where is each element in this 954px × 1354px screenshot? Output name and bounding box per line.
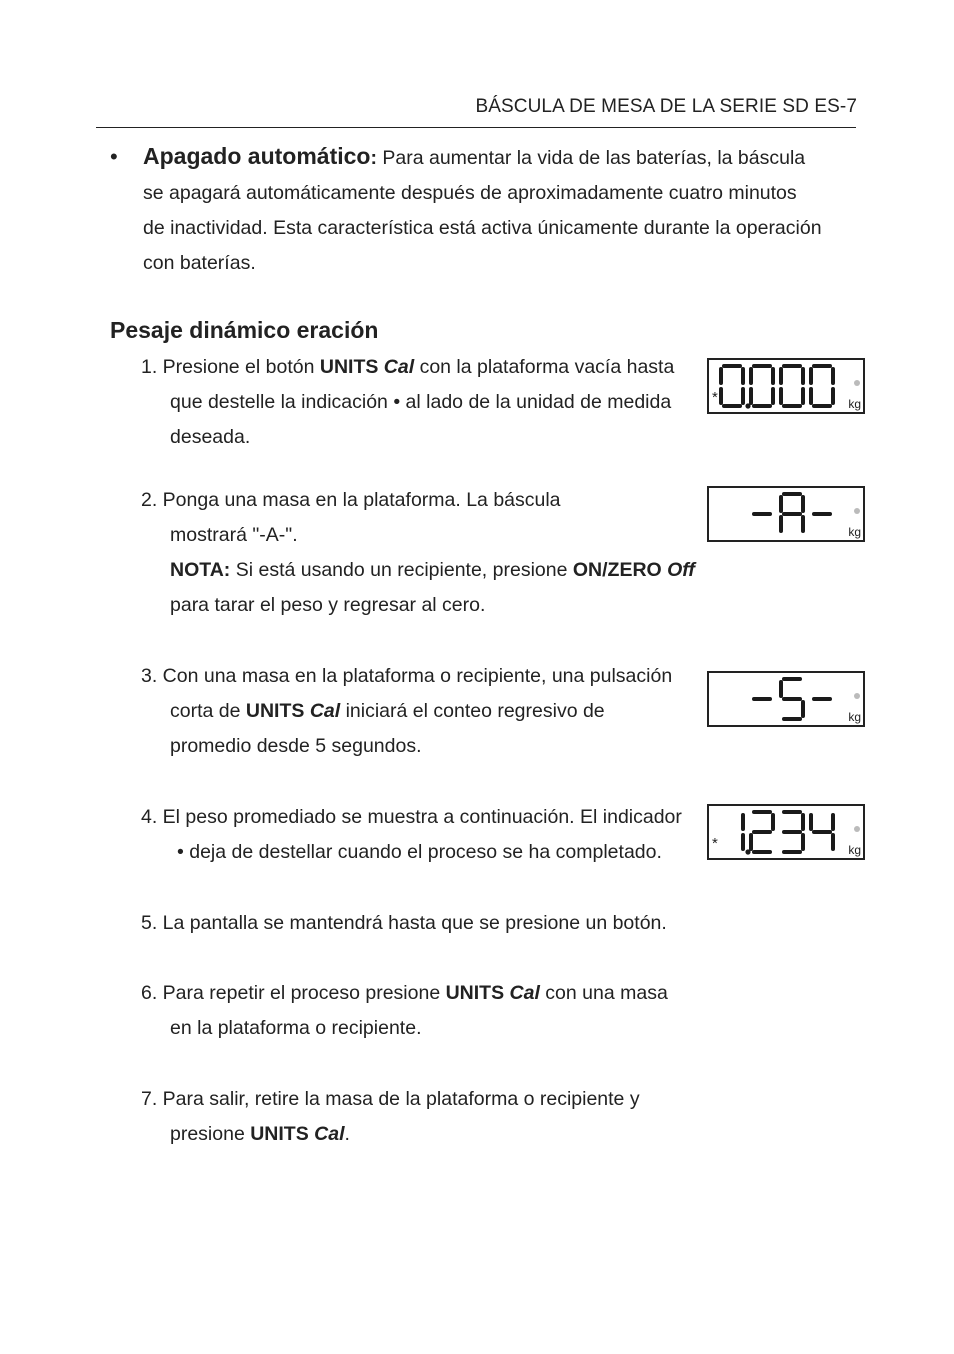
unit-label: kg <box>848 843 861 857</box>
lcd-digits <box>709 673 863 725</box>
on-zero-key-label: ON/ZERO <box>572 559 662 581</box>
step-2: 2. Ponga una masa en la plataforma. La báscula mostrará "-A-". NOTA: Si está usando un recipiente, presione ON/ZERO Off para tarar el peso y regresar al cero. <box>141 489 695 616</box>
auto-off-paragraph: Apagado automático: Para aumentar la vida de las baterías, la báscula se apagará automáticamente después de aproximadamente cuatro minutos de inactividad. Esta característica está activa únicamente durante la operación con baterías. <box>143 143 822 274</box>
unit-label: kg <box>848 525 861 539</box>
step-4: 4. El peso promediado se muestra a continuación. El indicador • deja de destellar cuando el proceso se ha completado. <box>141 806 682 863</box>
section-title: Pesaje dinámico eración <box>110 317 379 343</box>
cal-key-label: Cal <box>383 356 415 378</box>
off-key-label: Off <box>667 559 695 581</box>
units-key-label: UNITS <box>319 356 379 378</box>
unit-indicator-dot-icon <box>854 826 860 832</box>
unit-indicator-dot-icon <box>854 693 860 699</box>
stable-asterisk-icon: * <box>712 835 718 852</box>
lcd-display-countdown <box>707 671 865 727</box>
lcd-display-a <box>707 486 865 542</box>
step-6: 6. Para repetir el proceso presione UNITS Cal con una masa en la plataforma o recipiente. <box>141 982 668 1039</box>
step-3: 3. Con una masa en la plataforma o recipiente, una pulsación corta de UNITS Cal iniciará el conteo regresivo de promedio desde 5 segundos. <box>141 665 673 757</box>
bullet-marker: • <box>110 144 118 169</box>
unit-label: kg <box>848 397 861 411</box>
lcd-digits <box>709 806 863 858</box>
unit-label: kg <box>848 710 861 724</box>
step-7: 7. Para salir, retire la masa de la plataforma o recipiente y presione UNITS Cal. <box>141 1088 640 1145</box>
step-5: 5. La pantalla se mantendrá hasta que se presione un botón. <box>141 912 667 934</box>
note-label: NOTA: <box>170 559 231 581</box>
lcd-digits <box>709 488 863 540</box>
unit-indicator-dot-icon <box>854 380 860 386</box>
lcd-display-zero <box>707 358 865 414</box>
auto-off-lead: Apagado automático <box>143 143 371 169</box>
page-header-title: BÁSCULA DE MESA DE LA SERIE SD ES-7 <box>475 96 857 117</box>
step-1: 1. Presione el botón UNITS Cal con la plataforma vacía hasta que destelle la indicación • al lado de la unidad de medida deseada. <box>141 356 675 448</box>
lcd-display-result <box>707 804 865 860</box>
stable-asterisk-icon: * <box>712 389 718 406</box>
lcd-digits <box>709 360 863 412</box>
unit-indicator-dot-icon <box>854 508 860 514</box>
header-rule <box>96 127 856 128</box>
